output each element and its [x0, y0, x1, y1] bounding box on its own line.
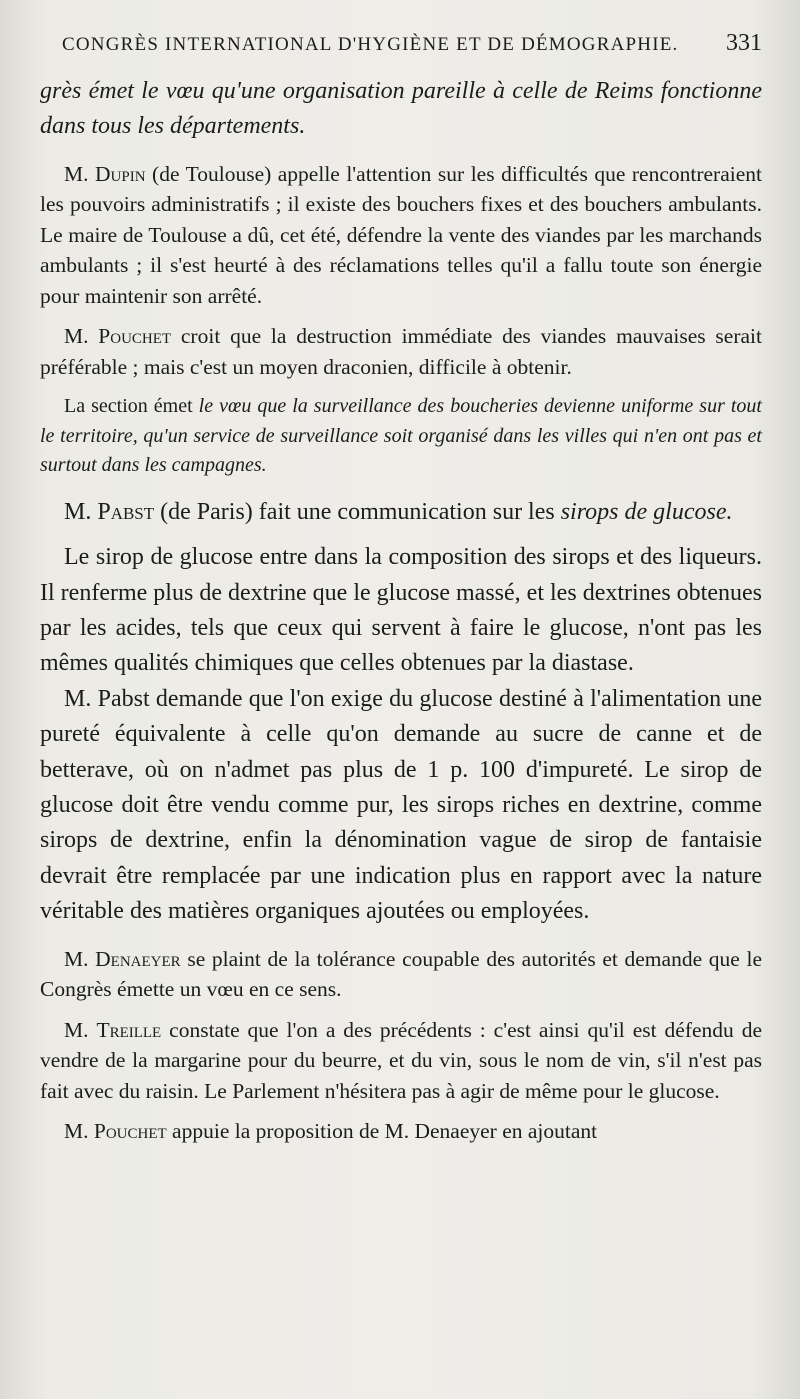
paragraph-text: Le sirop de glucose entre dans la composition des sirops et des liqueurs. Il renferme plus de dextrine que le glucose massé, et les dextrines obtenues par les acides, tels que ceux qui servent à faire le glucose, n'ont pas les mêmes qualités chimiques que celles obtenues par la diastase. [40, 544, 762, 677]
paragraph-glucose-composition [40, 540, 762, 682]
paragraph-pabst-intro [40, 495, 762, 530]
speaker-name: Dupin [95, 161, 146, 186]
paragraph-text: (de Toulouse) appelle l'attention sur les difficultés que rencontreraient les pouvoirs administratifs ; il existe des bouchers fixes et des bouchers ambulants. Le maire de Toulouse a dû, cet été, défendre la vente des viandes par les marchands ambulants ; il s'est heurté à des réclamations telles qu'il a fallu toute son énergie pour maintenir son arrêté. [40, 161, 762, 308]
paragraph-resolution: le vœu que la surveillance des boucheries devienne uniforme sur tout le territoire, qu'un service de surveillance soit organisé dans les villes qui n'en ont pas et surtout dans les campagnes. [40, 395, 762, 477]
paragraph-text: grès émet le vœu qu'une organisation pareille à celle de Reims fonctionne dans tous les départements. [40, 78, 762, 140]
paragraph-pouchet-1 [40, 321, 762, 382]
paragraph-section-vote [40, 392, 762, 481]
paragraph-dupin [40, 159, 762, 312]
paragraph-topic: sirops de glucose. [560, 498, 733, 525]
running-header [40, 30, 762, 74]
paragraph-pouchet-2 [40, 1116, 762, 1147]
paragraph-text: se plaint de la tolérance coupable des autorités et demande que le Congrès émette un vœu en ce sens. [40, 946, 762, 1002]
paragraph-text: (de Paris) fait une communication sur les [154, 498, 561, 525]
speaker-name: Denaeyer [95, 946, 181, 971]
speaker-name: Treille [96, 1017, 162, 1042]
paragraph-text: M. Pabst demande que l'on exige du glucose destiné à l'alimentation une pureté équivalente à celle qu'on demande au sucre de canne et de betterave, où on n'admet pas plus de 1 p. 100 d'impureté. Le sirop de glucose doit être vendu comme pur, les sirops riches en dextrine, comme sirops de dextrine, enfin la dénomination vague de sirop de fantaisie devrait être remplacée par une indication plus en rapport avec la nature véritable des matières organiques ajoutées ou employées. [40, 685, 762, 925]
paragraph-continuation [40, 74, 762, 145]
speaker-name: Pabst [97, 498, 155, 525]
paragraph-pabst-demand [40, 682, 762, 930]
speaker-prefix: M. [64, 498, 98, 525]
paragraph-text: croit que la destruction immédiate des viandes mauvaises serait préférable ; mais c'est un moyen draconien, difficile à obtenir. [40, 324, 762, 379]
paragraph-text: appuie la proposition de M. Denaeyer en ajoutant [166, 1119, 598, 1144]
paragraph-denaeyer [40, 944, 762, 1005]
speaker-prefix: M. [64, 1119, 94, 1144]
running-title: CONGRÈS INTERNATIONAL D'HYGIÈNE ET DE DÉMOGRAPHIE. [62, 34, 679, 55]
paragraph-treille [40, 1015, 762, 1107]
paragraph-text: constate que l'on a des précédents : c'est ainsi qu'il est défendu de vendre de la margarine pour du beurre, et du vin, sous le nom de vin, s'il n'est pas fait avec du raisin. Le Parlement n'hésitera pas à agir de même pour le glucose. [40, 1017, 762, 1103]
speaker-name: Pouchet [93, 1119, 167, 1144]
paragraph-lead: La section émet [64, 395, 199, 418]
speaker-prefix: M. [64, 946, 96, 971]
speaker-name: Pouchet [98, 324, 172, 349]
speaker-prefix: M. [64, 1017, 97, 1042]
speaker-prefix: M. [64, 161, 95, 186]
page-number: 331 [726, 30, 762, 56]
speaker-prefix: M. [64, 324, 99, 349]
